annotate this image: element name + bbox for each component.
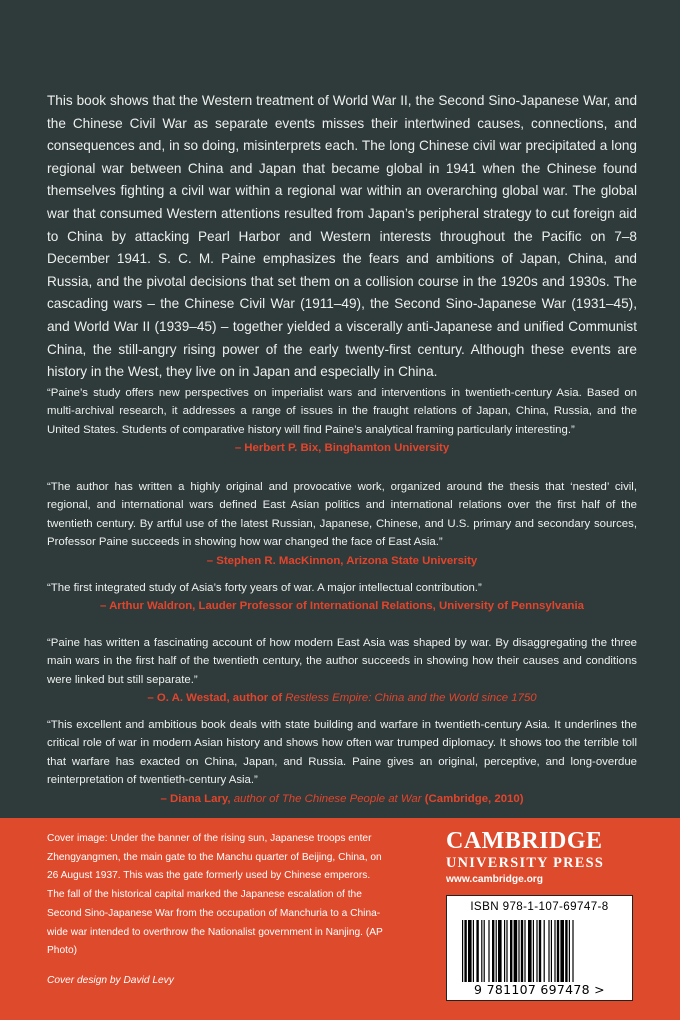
book-title: Restless Empire: China and the World since 1750 [285,692,537,705]
barcode-digits: 9 781107 697478 > [474,982,605,997]
review-quote-3 [47,579,637,616]
book-blurb: This book shows that the Western treatment of World War II, the Second Sino-Japanese War, and the Chinese Civil War as separate events misses their intertwined causes, connections, and consequences and, in so doing, misinterprets each. The long Chinese civil war precipitated a long regional war between China and Japan that became global in 1941 when the Chinese found themselves fighting a civil war within a regional war within an overarching global war. The global war that consumed Western attentions resulted from Japan’s peripheral strategy to cut foreign aid to China by attacking Pearl Harbor and Western interests throughout the Pacific on 7–8 December 1941. S. C. M. Paine emphasizes the fears and ambitions of Japan, China, and Russia, and the pivotal decisions that set them on a collision course in the 1920s and 1930s. The cascading wars – the Chinese Civil War (1911–49), the Second Sino-Japanese War (1931–45), and World War II (1939–45) – together yielded a viscerally anti-Japanese and unified Communist China, the still-angry rising power of the early twenty-first century. Although these events are history in the West, they live on in Japan and especially in China. [47,93,637,380]
publisher-logo [446,828,636,885]
cover-design-credit: Cover design by David Levy [47,975,174,986]
barcode-icon [462,920,619,982]
quote-text: “The author has written a highly original and provocative work, organized around the thesis that ‘nested’ civil, regional, and international wars defined East Asian politics and international relations over the first half of the twentieth century. By artful use of the latest Russian, Japanese, Chinese, and U.S. primary and secondary sources, Professor Paine succeeds in showing how war changed the face of East Asia.” [47,481,637,549]
quote-attribution: – Diana Lary, author of The Chinese People at War (Cambridge, 2010) [160,792,524,805]
quote-text: “This excellent and ambitious book deals with state building and warfare in twentieth-century Asia. It underlines the critical role of war in modern Asian history and shows how often war trumped diplomacy. It shows too the terrible toll that warfare has exacted on China, Japan, and Russia. Paine gives an original, perceptive, and long-overdue reinterpretation of twentieth-century Asia.” [47,719,637,787]
review-quote-4 [47,634,637,708]
barcode-panel [446,895,633,1001]
quote-attribution: – Arthur Waldron, Lauder Professor of International Relations, University of Pennsylvania [100,600,584,613]
publisher-website: www.cambridge.org [446,874,543,885]
quote-attribution: – Stephen R. MacKinnon, Arizona State University [206,554,478,567]
quote-attribution: – Herbert P. Bix, Binghamton University [234,442,450,455]
cover-image-caption: Cover image: Under the banner of the rising sun, Japanese troops enter Zhengyangmen, the main gate to the Manchu quarter of Beijing, China, on 26 August 1937. This was the gate formerly used by Chinese emperors. The fall of the historical capital marked the Japanese escalation of the Second Sino-Japanese War from the occupation of Manchuria to a China-wide war intended to overthrow the Nationalist government in Nanjing. (AP Photo) [47,833,383,957]
publisher-name: CAMBRIDGE [446,828,603,854]
quote-text: “Paine’s study offers new perspectives on imperialist wars and interventions in twentieth-century Asia. Based on multi-archival research, it addresses a range of issues in the fraught relations of Japan, China, Russia, and the United States. Students of comparative history will find Paine’s analytical framing particularly interesting.” [47,387,637,436]
book-title: author of The Chinese People at War [233,792,422,805]
publisher-subname: UNIVERSITY PRESS [446,855,605,871]
isbn-label: ISBN 978-1-107-69747-8 [470,900,609,913]
quote-text: “Paine has written a fascinating account of how modern East Asia was shaped by war. By disaggregating the three main wars in the first half of the twentieth century, the author succeeds in showing how their causes and conditions were linked but still separate.” [47,637,637,686]
review-quote-1 [47,384,637,458]
quote-text: “The first integrated study of Asia’s forty years of war. A major intellectual contribution.” [47,582,482,594]
review-quote-5 [47,716,637,808]
review-quote-2 [47,478,637,570]
quote-attribution: – O. A. Westad, author of Restless Empire: China and the World since 1750 [147,692,537,705]
cover-bottom-panel [0,818,680,1020]
